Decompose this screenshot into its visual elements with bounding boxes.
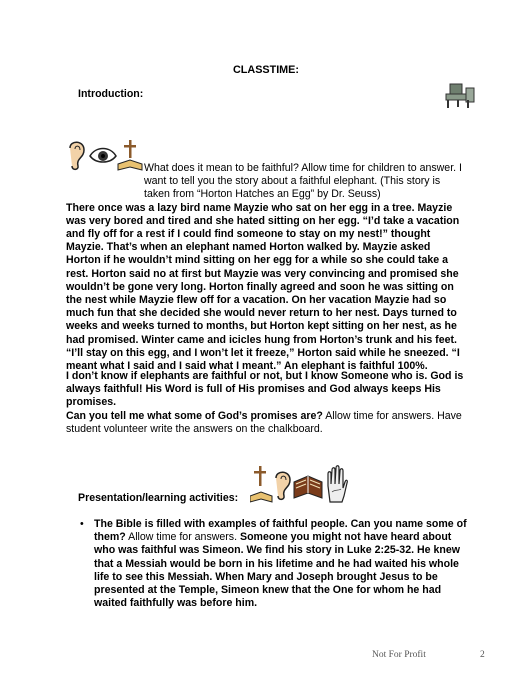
intro-question: What does it mean to be faithful? Allow time for children to answer. I want to tell you the story about a faithful elephant. (This story is taken from “Horton Hatches an Egg” by Dr. Seuss) (144, 162, 462, 201)
eye-icon (90, 149, 116, 163)
introduction-text (66, 162, 466, 373)
footer-note: Not For Profit (372, 650, 426, 660)
bible-cross-icon (250, 466, 272, 502)
bullet-rest: Someone you might not have heard about who was faithful was Simeon. We find his story in Luke 2:25-32. He knew that a Messiah would be born in his lifetime and he had waited his whole life to see this Messiah. When Mary and Joseph brought Jesus to be presented at the Temple, Simeon knew that the One for whom he had waited faithfully was before him. (94, 531, 460, 610)
introduction-heading: Introduction: (78, 88, 144, 100)
bullet-allow: Allow time for answers. (125, 531, 238, 544)
bullet-marker: • (80, 518, 84, 530)
promise-instruction: Allow time for answers. Have student volunteer write the answers on the chalkboard. (66, 409, 462, 435)
promise-question-line (66, 410, 466, 436)
presentation-heading: Presentation/learning activities: (78, 492, 239, 504)
horton-story: There once was a lazy bird name Mayzie who sat on her egg in a tree. Mayzie was very bored and tired and she hated sitting on her egg. “I’d take a vacation and fly off for a rest if I could find someone to stay on my nest!” thought Mayzie. That’s when an elephant named Horton walked by. Mayzie asked Horton if he wouldn’t mind sitting on her egg for a while so she could take a rest. Horton said no at first but Mayzie was very convincing and promised she wouldn’t be gone very long. Horton finally agreed and soon he was sitting on the nest while Mayzie flew off for a vacation. On her vacation Mayzie had so much fun that she decided she would never return to her nest. Days turned to weeks and weeks turned to months, but Horton kept sitting on her nest, as he had promised. Winter came and icicles hung from Horton’s trunk and his feet. “I’ll stay on this egg, and I won’t let it freeze,” Horton said while he sneezed. “I meant what I said and I said what I meant.” An elephant is faithful 100%. (66, 201, 460, 373)
hand-icon (328, 466, 347, 502)
chair-icon (444, 80, 478, 110)
book-icon (294, 476, 322, 498)
god-faithful-statement: I don’t know if elephants are faithful or not, but I know Someone who is. God is always faithful! His Word is full of His promises and God always keeps His promises. (66, 370, 464, 409)
bullet-lead: The Bible is filled with examples of faithful people. Can you name some of them? (94, 518, 467, 544)
page-number: 2 (480, 650, 485, 660)
page-title: CLASSTIME: (233, 64, 299, 76)
promise-text (66, 370, 466, 436)
ear-icon (276, 472, 290, 499)
bullet-item (80, 518, 470, 610)
promise-question: Can you tell me what some of God’s promises are? (66, 409, 323, 422)
presentation-icons (250, 462, 348, 506)
